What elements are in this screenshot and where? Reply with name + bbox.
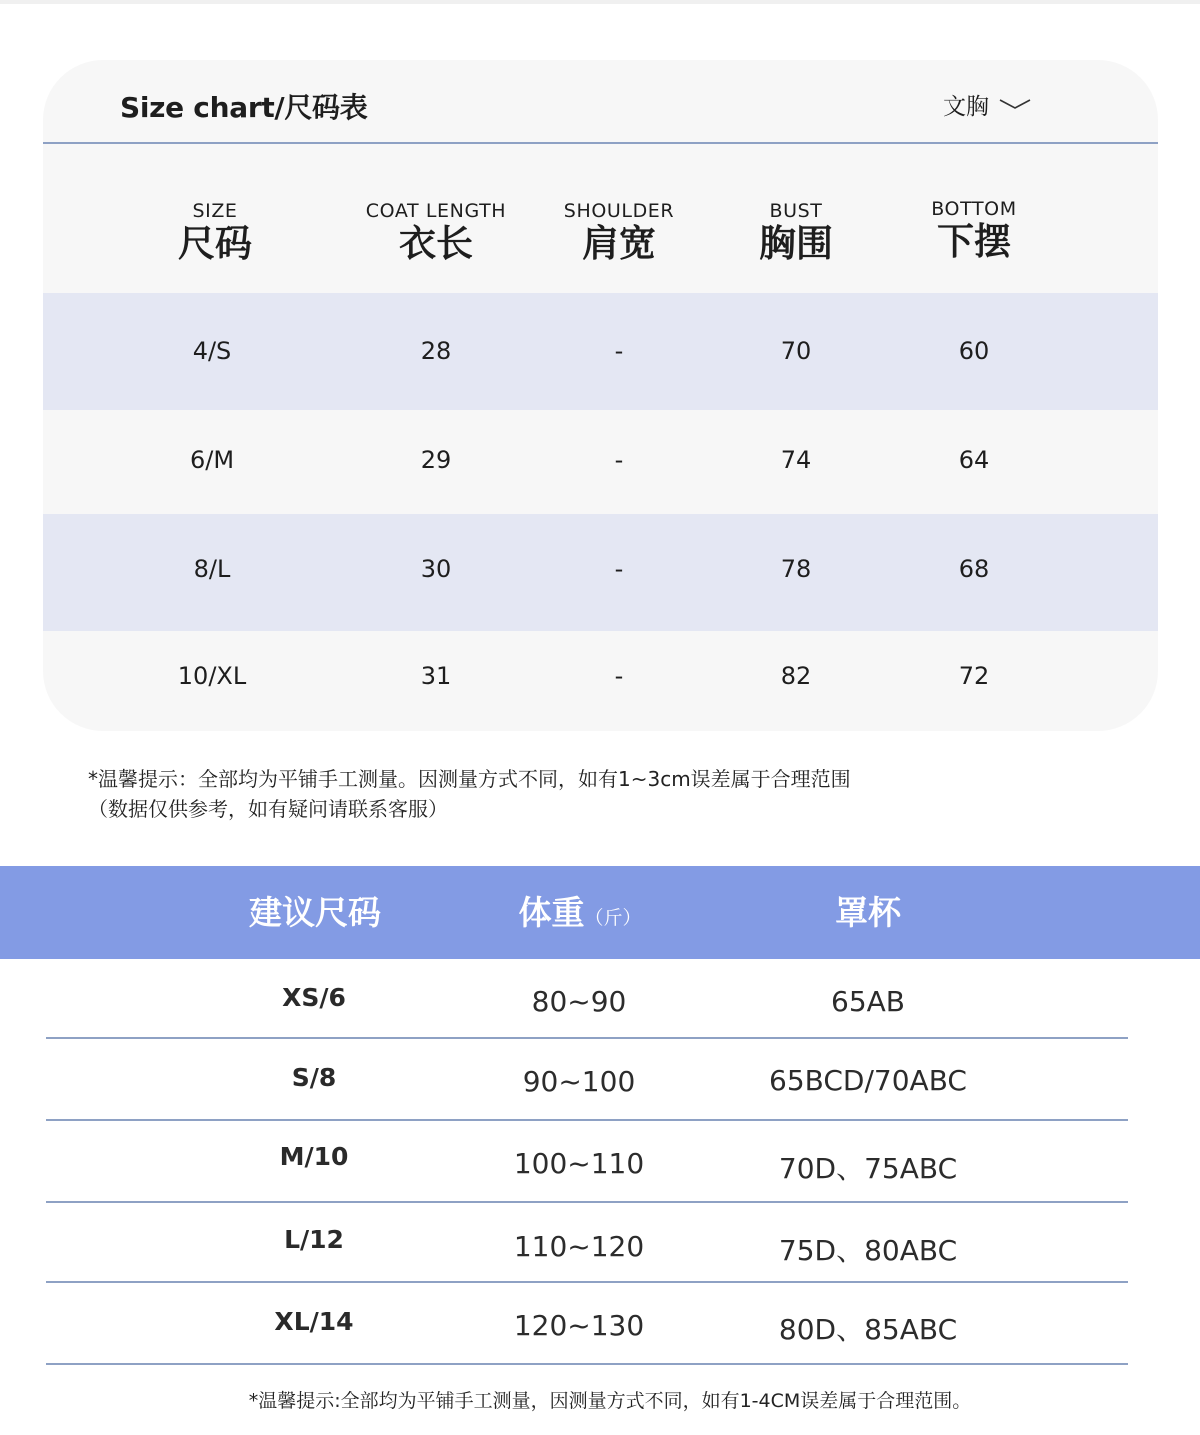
dropdown-label: 文胸 [943, 93, 989, 120]
cell-coat-length: 30 [420, 555, 452, 583]
cell-bottom: 72 [958, 662, 990, 690]
table-row [43, 514, 1158, 631]
cell-shoulder: - [614, 555, 624, 583]
cell-size: 10/XL [177, 662, 247, 690]
row-divider [46, 1037, 1128, 1039]
cell-size: 6/M [189, 446, 235, 474]
header-bottom [874, 198, 1074, 262]
header-size-zh: 尺码 [178, 222, 252, 265]
measurement-note [88, 764, 851, 824]
header-size [115, 200, 315, 264]
header-coat-length-en: COAT LENGTH [365, 200, 507, 222]
cell-bust: 78 [780, 555, 812, 583]
cell-shoulder: - [614, 337, 624, 365]
rec-size: S/8 [291, 1063, 337, 1092]
cell-coat-length: 31 [420, 662, 452, 690]
rec-size: XL/14 [274, 1307, 354, 1336]
header-bust-en: BUST [769, 200, 823, 222]
row-divider [46, 1201, 1128, 1203]
header-weight-unit: （斤） [584, 907, 642, 929]
cell-bust: 74 [780, 446, 812, 474]
header-bust [696, 200, 896, 264]
size-chart-title: Size chart/尺码表 [120, 91, 368, 124]
table-row [43, 631, 1158, 731]
rec-cup: 75D、80ABC [778, 1234, 958, 1267]
header-bottom-zh: 下摆 [937, 220, 1011, 263]
cell-shoulder: - [614, 446, 624, 474]
header-recommended-size: 建议尺码 [249, 893, 381, 932]
cell-bottom: 68 [958, 555, 990, 583]
header-shoulder [519, 200, 719, 264]
header-cup: 罩杯 [835, 893, 901, 932]
header-bottom-en: BOTTOM [931, 198, 1017, 220]
measurement-note-line2: （数据仅供参考，如有疑问请联系客服） [88, 797, 448, 821]
size-chart-card [43, 60, 1158, 731]
cell-size: 4/S [192, 337, 232, 365]
rec-weight: 100~110 [513, 1147, 645, 1180]
row-divider [46, 1363, 1128, 1365]
rec-weight: 90~100 [522, 1065, 636, 1098]
rec-weight: 120~130 [513, 1309, 645, 1342]
rec-size: L/12 [284, 1225, 344, 1254]
rec-cup: 80D、85ABC [778, 1313, 958, 1346]
rec-size: M/10 [279, 1142, 349, 1171]
category-dropdown[interactable] [943, 86, 1031, 122]
header-coat-length-zh: 衣长 [399, 222, 473, 265]
header-bust-zh: 胸围 [759, 222, 833, 265]
cell-bust: 70 [780, 337, 812, 365]
recommendation-note: *温馨提示:全部均为平铺手工测量，因测量方式不同，如有1-4CM误差属于合理范围。 [248, 1390, 972, 1412]
cell-size: 8/L [193, 555, 231, 583]
row-divider [46, 1281, 1128, 1283]
rec-cup: 70D、75ABC [778, 1152, 958, 1185]
cell-coat-length: 29 [420, 446, 452, 474]
header-shoulder-zh: 肩宽 [582, 222, 656, 265]
measurement-note-line1: *温馨提示：全部均为平铺手工测量。因测量方式不同，如有1~3cm误差属于合理范围 [88, 767, 851, 791]
table-row [43, 410, 1158, 514]
cell-shoulder: - [614, 662, 624, 690]
header-weight-label: 体重 [518, 893, 585, 932]
rec-weight: 110~120 [513, 1230, 645, 1263]
title-divider [43, 142, 1158, 144]
cell-bottom: 60 [958, 337, 990, 365]
recommendation-header [0, 866, 1200, 959]
table-row [43, 293, 1158, 410]
chevron-down-icon [999, 97, 1031, 111]
header-shoulder-en: SHOULDER [563, 200, 675, 222]
row-divider [46, 1119, 1128, 1121]
rec-cup: 65AB [831, 985, 905, 1018]
cell-bust: 82 [780, 662, 812, 690]
top-border [0, 0, 1200, 4]
rec-weight: 80~90 [531, 985, 627, 1018]
cell-bottom: 64 [958, 446, 990, 474]
cell-coat-length: 28 [420, 337, 452, 365]
header-coat-length [336, 200, 536, 264]
header-weight [470, 866, 690, 959]
rec-cup: 65BCD/70ABC [769, 1064, 967, 1097]
rec-size: XS/6 [282, 983, 346, 1012]
header-size-en: SIZE [192, 200, 238, 222]
